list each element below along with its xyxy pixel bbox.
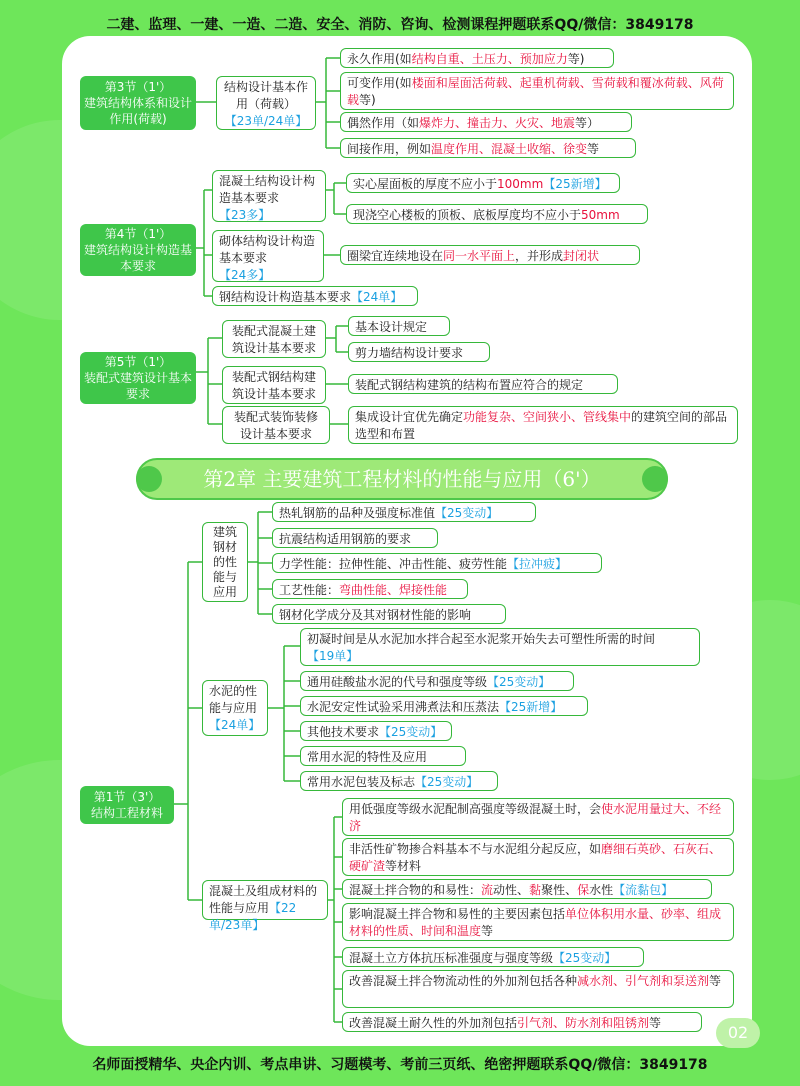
s1-steel-node: 建筑钢材的性能与应用 [202, 522, 248, 602]
section-5-box [80, 352, 196, 404]
cement-leaf-1: 初凝时间是从水泥加水拌合起至水泥浆开始失去可塑性所需的时间 【19单】 [300, 628, 700, 666]
section-3-box [80, 76, 196, 130]
concrete-leaf-4: 影响混凝土拌合物和易性的主要因素包括单位体积用水量、砂率、组成材料的性质、时间和温度等 [342, 903, 734, 941]
concrete-leaf-1: 用低强度等级水泥配制高强度等级混凝土时，会使水泥用量过大、不经济 [342, 798, 734, 836]
s4-concrete-leaf-1: 实心屋面板的厚度不应小于100mm【25新增】 [346, 173, 620, 193]
steel-leaf-4: 工艺性能：弯曲性能、焊接性能 [272, 579, 468, 599]
node-label: 结构设计基本作用（荷载） [223, 80, 308, 111]
banner-right-cap [642, 466, 668, 492]
section-1-subtitle: 结构工程材料 [90, 806, 163, 820]
section-3-title: 第3节（1'） [104, 80, 172, 94]
s4-steel-node: 钢结构设计构造基本要求【24单】 [212, 286, 418, 306]
s5-precast-leaf-2: 剪力墙结构设计要求 [348, 342, 490, 362]
section-3-subtitle: 建筑结构体系和设计作用(荷载) [84, 96, 193, 126]
s1-cement-node: 水泥的性能与应用 【24单】 [202, 680, 268, 736]
s4-masonry-node: 砌体结构设计构造基本要求 【24多】 [212, 230, 324, 282]
chapter-title: 第2章 主要建筑工程材料的性能与应用（6'） [203, 467, 601, 491]
steel-leaf-3: 力学性能：拉伸性能、冲击性能、疲劳性能【拉冲疲】 [272, 553, 602, 573]
steel-leaf-2: 抗震结构适用钢筋的要求 [272, 528, 438, 548]
cement-leaf-4: 其他技术要求【25变动】 [300, 721, 452, 741]
cement-leaf-6: 常用水泥包装及标志【25变动】 [300, 771, 498, 791]
cement-leaf-5: 常用水泥的特性及应用 [300, 746, 466, 766]
concrete-leaf-5: 混凝土立方体抗压标准强度与强度等级【25变动】 [342, 947, 644, 967]
chapter-2-banner [136, 458, 668, 500]
section-5-title: 第5节（1'） [104, 355, 172, 369]
s4-concrete-leaf-2: 现浇空心楼板的顶板、底板厚度均不应小于50mm [346, 204, 648, 224]
section-4-subtitle: 建筑结构设计构造基本要求 [84, 243, 193, 273]
section-1-box [80, 786, 174, 824]
header-banner: 二建、监理、一建、一造、二造、安全、消防、咨询、检测课程押题联系QQ/微信：3849178 [106, 17, 694, 33]
s5-steel-leaf: 装配式钢结构建筑的结构布置应符合的规定 [348, 374, 618, 394]
s3-leaf-variable: 可变作用(如楼面和屋面活荷载、起重机荷载、雪荷载和覆冰荷载、风荷载等) [340, 72, 734, 110]
concrete-leaf-3: 混凝土拌合物的和易性：流动性、黏聚性、保水性【流黏包】 [342, 879, 712, 899]
s4-masonry-leaf: 圈梁宜连续地设在同一水平面上，并形成封闭状 [340, 245, 640, 265]
s5-precast-leaf-1: 基本设计规定 [348, 316, 450, 336]
section-1-title: 第1节（3'） [93, 790, 161, 804]
footer-banner: 名师面授精华、央企内训、考点串讲、习题模考、考前三页纸、绝密押题联系QQ/微信：3849178 [92, 1057, 708, 1073]
s5-steel-node: 装配式钢结构建筑设计基本要求 [222, 366, 326, 404]
s4-concrete-node: 混凝土结构设计构造基本要求 【23多】 [212, 170, 326, 222]
exam-tag: 【23单/24单】 [224, 114, 308, 128]
s3-leaf-indirect: 间接作用，例如温度作用、混凝土收缩、徐变等 [340, 138, 636, 158]
cement-leaf-2: 通用硅酸盐水泥的代号和强度等级【25变动】 [300, 671, 574, 691]
steel-leaf-1: 热轧钢筋的品种及强度标准值【25变动】 [272, 502, 536, 522]
section-4-title: 第4节（1'） [104, 227, 172, 241]
s3-design-action-node [216, 76, 316, 130]
page-number: 02 [716, 1018, 760, 1048]
s5-decoration-node: 装配式装饰装修设计基本要求 [222, 406, 330, 444]
s5-precast-concrete-node: 装配式混凝土建筑设计基本要求 [222, 320, 326, 358]
banner-left-cap [136, 466, 162, 492]
concrete-leaf-2: 非活性矿物掺合料基本不与水泥组分起反应，如磨细石英砂、石灰石、硬矿渣等材料 [342, 838, 734, 876]
concrete-leaf-7: 改善混凝土耐久性的外加剂包括引气剂、防水剂和阻锈剂等 [342, 1012, 702, 1032]
s1-concrete-node: 混凝土及组成材料的性能与应用【22单/23单】 [202, 880, 328, 920]
section-4-box [80, 224, 196, 276]
cement-leaf-3: 水泥安定性试验采用沸煮法和压蒸法【25新增】 [300, 696, 588, 716]
concrete-leaf-6: 改善混凝土拌合物流动性的外加剂包括各种减水剂、引气剂和泵送剂等 [342, 970, 734, 1008]
section-5-subtitle: 装配式建筑设计基本要求 [84, 371, 193, 401]
steel-leaf-5: 钢材化学成分及其对钢材性能的影响 [272, 604, 506, 624]
s5-decoration-leaf: 集成设计宜优先确定功能复杂、空间狭小、管线集中的建筑空间的部品选型和布置 [348, 406, 738, 444]
s3-leaf-accidental: 偶然作用（如爆炸力、撞击力、火灾、地震等） [340, 112, 632, 132]
s3-leaf-permanent: 永久作用(如结构自重、土压力、预加应力等) [340, 48, 614, 68]
